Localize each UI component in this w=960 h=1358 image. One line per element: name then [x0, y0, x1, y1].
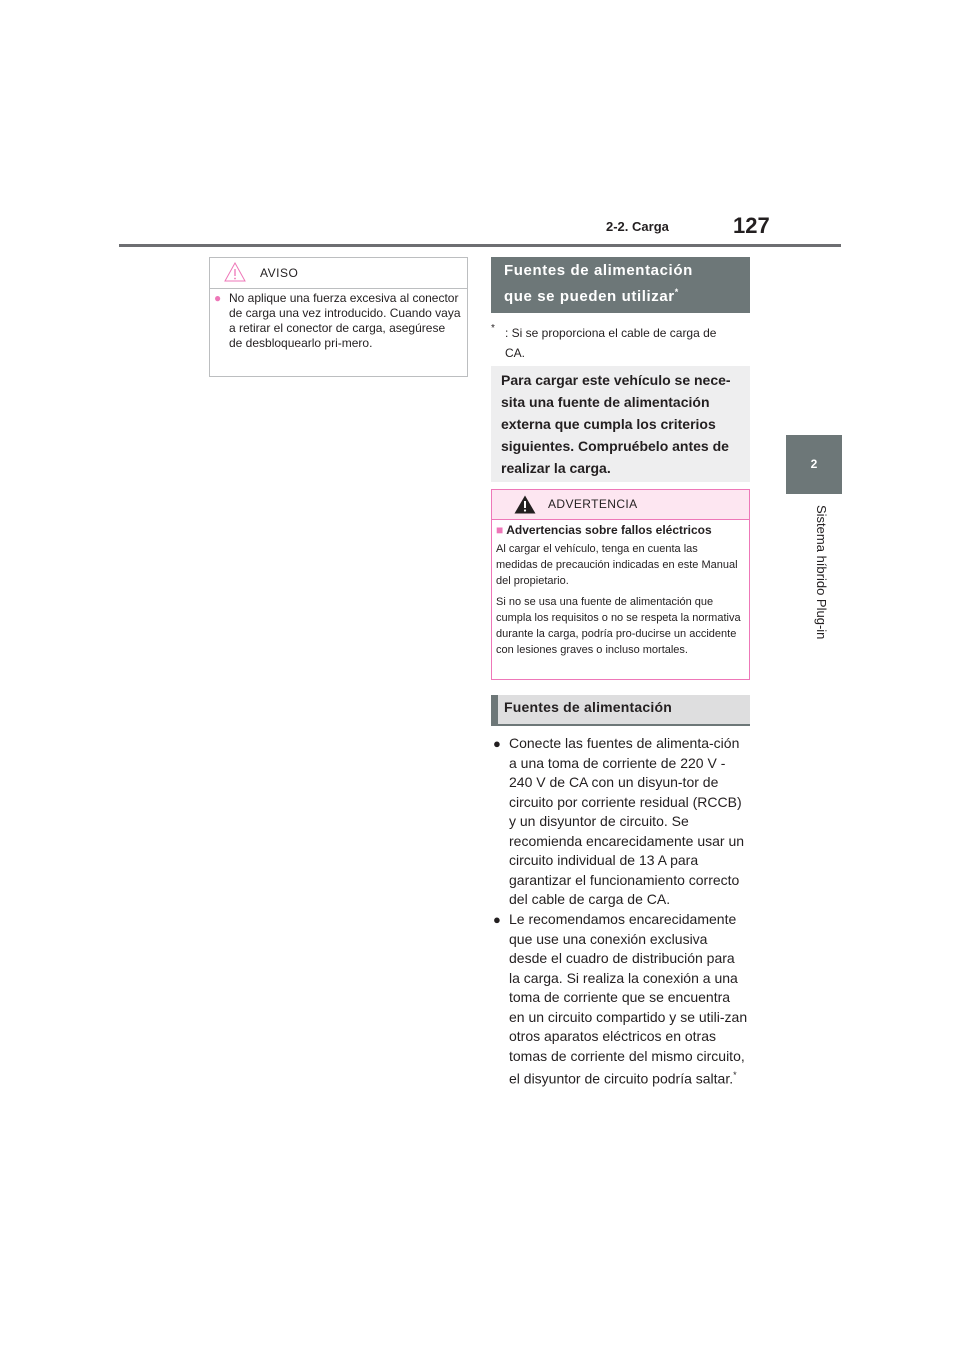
advertencia-paragraph2: Si no se usa una fuente de alimentación que cumpla los requisitos o no se respeta la normativa durante la carga, podría pro-ducirse un accidente con lesiones graves o incluso mortales. — [496, 596, 741, 656]
bullet-circle-icon: ● — [214, 291, 222, 305]
advertencia-subtitle: ■ Advertencias sobre fallos eléctricos — [496, 523, 712, 537]
aviso-header — [210, 258, 467, 289]
warning-triangle-icon — [514, 495, 536, 514]
intro-box — [491, 366, 750, 482]
section2-title: Fuentes de alimentación — [504, 699, 672, 715]
aviso-box — [209, 257, 468, 377]
section-title-line1: Fuentes de alimentación — [504, 262, 693, 279]
bullet-dot-icon: ● — [493, 736, 501, 751]
advertencia-paragraph1: Al cargar el vehículo, tenga en cuenta las medidas de precaución indicadas en este Manual del propietario. — [496, 543, 738, 587]
footnote-line1: : Si se proporciona el cable de carga de — [505, 326, 717, 340]
header-section: 2-2. Carga — [606, 219, 669, 234]
aviso-body — [214, 291, 461, 351]
section2-rule — [491, 724, 750, 726]
footnote-marker: * — [733, 1070, 737, 1080]
footnote-line2: CA. — [505, 346, 526, 360]
section-header-power-sources — [491, 257, 750, 313]
advertencia-header — [492, 490, 749, 520]
list-item: ● Conecte las fuentes de alimenta-ción a una toma de corriente de 220 V - 240 V de CA con un disyun-tor de circuito por corriente residual (RCCB) y un disyuntor de circuito. Se recomienda encarecidamente usar un circuito individual de 13 A para garantizar el funcionamiento correcto del cable de carga de CA. — [493, 735, 745, 907]
page-number: 127 — [733, 213, 770, 238]
header-rule — [119, 244, 841, 247]
footnote-marker: * — [674, 287, 679, 297]
chapter-title: Sistema híbrido Plug-in — [814, 505, 829, 640]
section-title-line2: que se pueden utilizar* — [504, 287, 679, 305]
section-header-sources — [491, 695, 750, 724]
square-bullet-icon: ■ — [496, 523, 504, 537]
bullet-dot-icon: ● — [493, 912, 501, 927]
advertencia-box — [491, 489, 750, 680]
intro-text: Para cargar este vehículo se nece-sita una fuente de alimentación externa que cumpla los criterios siguientes. Compruébelo antes de realizar la carga. — [501, 372, 731, 476]
chapter-tab: 2 — [786, 435, 842, 494]
advertencia-title: ADVERTENCIA — [548, 497, 638, 511]
aviso-text: No aplique una fuerza excesiva al conector de carga una vez introducido. Cuando vaya a retirar el conector de carga, asegúrese de desbloquearlo pri-mero. — [229, 291, 461, 350]
caution-outline-icon — [224, 262, 246, 282]
footnote-asterisk: * — [491, 323, 495, 334]
aviso-title: AVISO — [260, 266, 299, 280]
list-item: ● Le recomendamos encarecidamente que use una conexión exclusiva desde el cuadro de distribución para la carga. Si realiza la conexión a una toma de corriente que se encuentra en un circuito compartido y se utili-zan otros aparatos eléctricos en otras tomas de corriente del mismo circuito, el disyuntor de circuito podría saltar.* — [493, 911, 748, 1087]
